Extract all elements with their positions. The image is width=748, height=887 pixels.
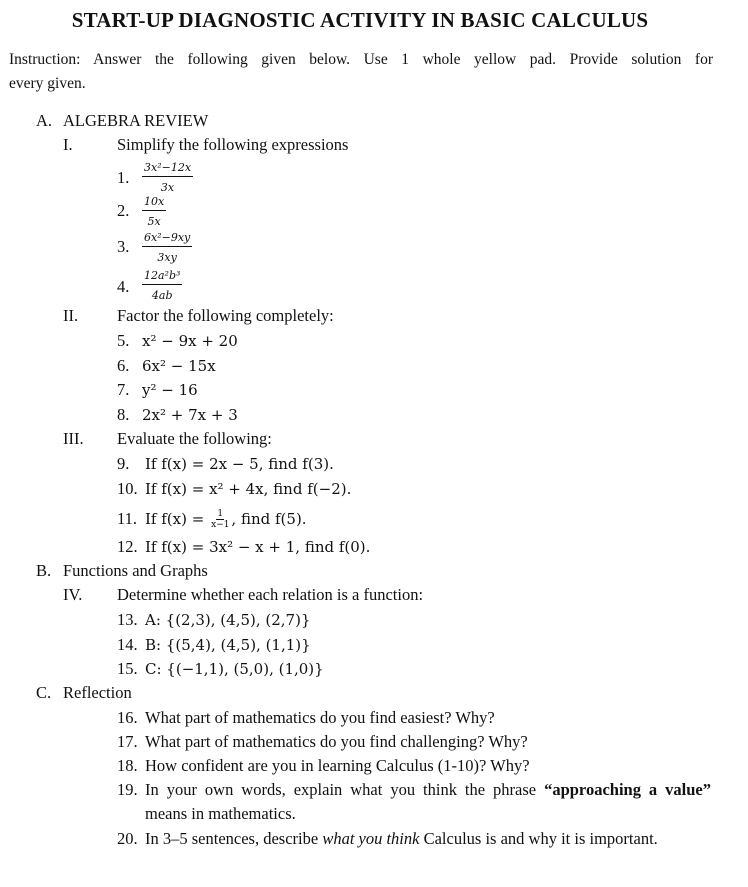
item-10-text: If f(x) = x² + 4x, find f(−2). [145,480,352,498]
section-c-letter: C. [36,683,52,702]
item-11-fraction [211,509,229,530]
fraction-2-denominator: 5x [147,215,161,228]
item-18-text: How confident are you in learning Calculus (1-10)? Why? [145,756,530,775]
item-11-post: , find f(5). [231,510,307,528]
item-9-number: 9. [117,454,130,473]
item-11-fraction-numerator: 1 [217,508,224,519]
instruction-line-2: every given. [9,75,86,92]
item-19-pre: In your own words, explain what you think the phrase [145,780,545,799]
section-b-label: Functions and Graphs [63,561,208,580]
section-c-label: Reflection [63,683,132,702]
instruction-line-1: Instruction: Answer the following given below. Use 1 whole yellow pad. Provide solution for [9,51,713,68]
item-2-number: 2. [117,201,130,220]
item-12-text: If f(x) = 3x² − x + 1, find f(0). [145,538,371,556]
fraction-4-denominator: 4ab [151,289,173,302]
section-a-letter: A. [36,111,53,130]
item-13-text: A: {(2,3), (4,5), (2,7)} [145,611,311,629]
item-20-pre: In 3–5 sentences, describe [145,829,323,848]
item-12-number: 12. [117,537,138,556]
part-2-numeral: II. [63,306,79,325]
part-4-heading: Determine whether each relation is a function: [117,585,424,604]
section-b-letter: B. [36,561,52,580]
item-6-number: 6. [117,356,130,375]
part-1-numeral: I. [63,135,73,154]
part-3-numeral: III. [63,429,84,448]
fraction-1-denominator: 3x [160,181,175,194]
instruction-text [9,48,713,96]
item-3-number: 3. [117,237,130,256]
fraction-item-2 [142,195,166,228]
item-5-number: 5. [117,331,130,350]
fraction-item-1 [142,161,193,194]
item-15-text: C: {(−1,1), (5,0), (1,0)} [145,660,324,678]
item-10-number: 10. [117,479,138,498]
page-title: START-UP DIAGNOSTIC ACTIVITY IN BASIC CALCULUS [71,8,649,32]
part-3-heading: Evaluate the following: [117,429,272,448]
part-2-heading: Factor the following completely: [117,306,334,325]
item-4-number: 4. [117,277,130,296]
item-20-italic-phrase: what you think [322,829,420,848]
fraction-3-denominator: 3xy [157,251,177,264]
item-18-number: 18. [117,756,138,775]
item-13-number: 13. [117,610,138,629]
part-1-heading: Simplify the following expressions [117,135,349,154]
fraction-item-4 [142,269,182,302]
item-17-number: 17. [117,732,138,751]
fraction-item-3 [142,231,192,264]
item-20-post: Calculus is and why it is important. [419,829,658,848]
item-17-text: What part of mathematics do you find challenging? Why? [145,732,528,751]
fraction-2-numerator: 10x [142,195,166,211]
item-16-text: What part of mathematics do you find easiest? Why? [145,708,495,727]
item-19-text [145,778,711,826]
item-11-pre: If f(x) = [145,510,210,528]
item-11-fraction-denominator: x−1 [211,519,230,530]
item-1-number: 1. [117,168,130,187]
item-16-number: 16. [117,708,138,727]
item-19-number: 19. [117,780,138,799]
item-7-expression: y² − 16 [142,381,198,399]
fraction-3-numerator: 6x²−9xy [142,231,192,247]
item-20-number: 20. [117,829,138,848]
item-19-post: means in mathematics. [145,804,296,823]
part-4-numeral: IV. [63,585,83,604]
fraction-4-numerator: 12a²b³ [142,269,182,285]
item-19-bold-phrase: “approaching a value” [544,780,711,799]
item-7-number: 7. [117,380,130,399]
item-5-expression: x² − 9x + 20 [142,332,238,350]
item-14-number: 14. [117,635,138,654]
item-11-number: 11. [117,509,138,528]
section-a-label: ALGEBRA REVIEW [63,111,209,130]
item-20-text [145,827,711,851]
item-8-number: 8. [117,405,130,424]
item-6-expression: 6x² − 15x [142,357,216,375]
fraction-1-numerator: 3x²−12x [142,161,193,177]
item-9-text: If f(x) = 2x − 5, find f(3). [145,455,334,473]
item-14-text: B: {(5,4), (4,5), (1,1)} [145,636,311,654]
item-8-expression: 2x² + 7x + 3 [142,406,238,424]
item-11-text [145,509,307,531]
item-15-number: 15. [117,659,138,678]
